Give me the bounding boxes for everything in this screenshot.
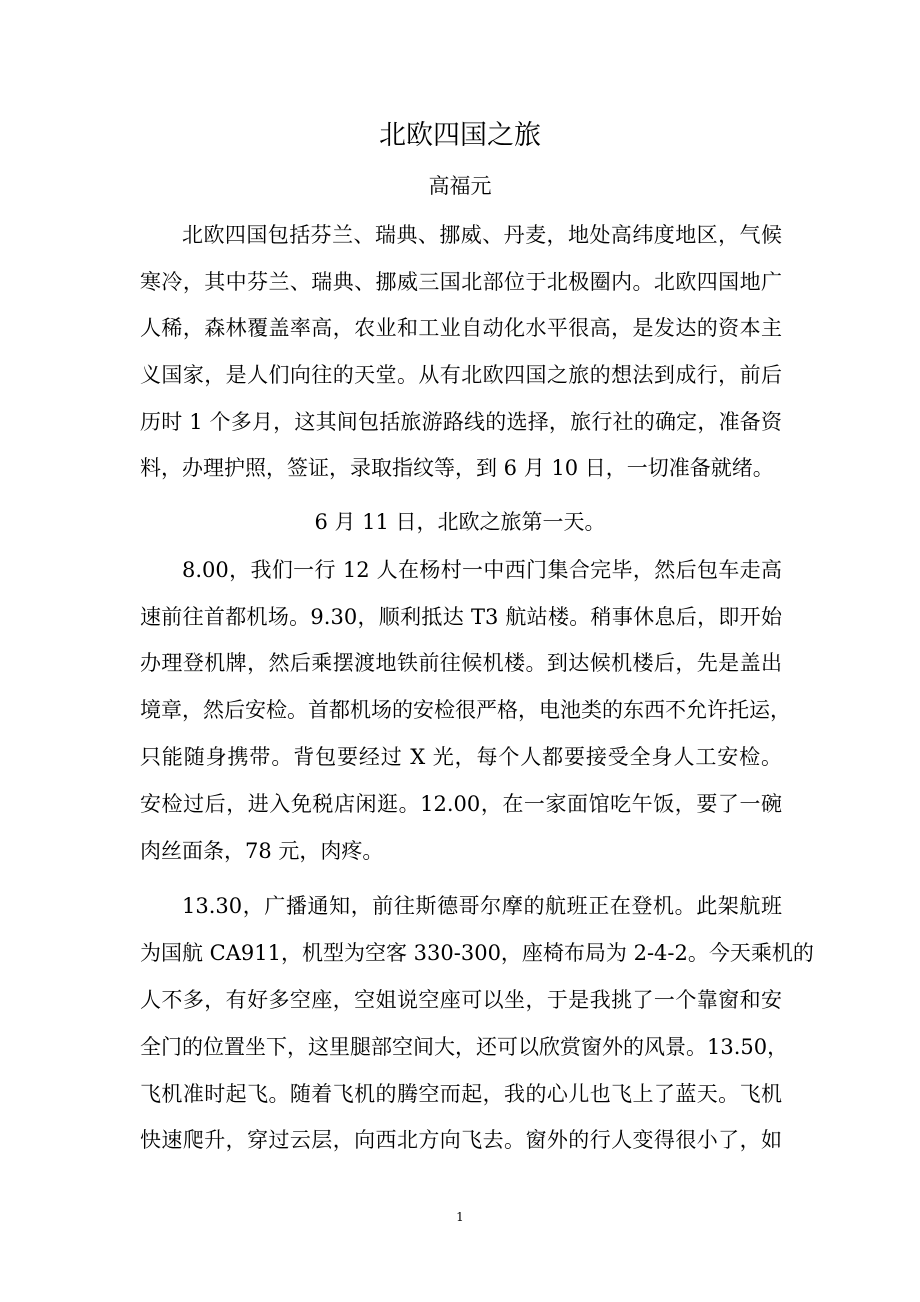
section-heading: 6 月 11 日，北欧之旅第一天。 bbox=[314, 510, 606, 534]
body-line: 全门的位置坐下，这里腿部空间大，还可以欣赏窗外的风景。13.50， bbox=[140, 1035, 789, 1059]
body-line: 办理登机牌，然后乘摆渡地铁前往候机楼。到达候机楼后，先是盖出 bbox=[140, 651, 782, 675]
body-line: 北欧四国包括芬兰、瑞典、挪威、丹麦，地处高纬度地区，气候 bbox=[182, 223, 782, 247]
body-line: 只能随身携带。背包要经过 X 光，每个人都要接受全身人工安检。 bbox=[140, 745, 782, 769]
body-line: 境章，然后安检。首都机场的安检很严格，电池类的东西不允许托运， bbox=[140, 698, 791, 722]
body-line: 肉丝面条，78 元，肉疼。 bbox=[140, 839, 384, 863]
body-line: 13.30，广播通知，前往斯德哥尔摩的航班正在登机。此架航班 bbox=[182, 894, 782, 918]
body-line: 人不多，有好多空座，空姐说空座可以坐，于是我挑了一个靠窗和安 bbox=[140, 988, 782, 1012]
body-line: 人稀，森林覆盖率高，农业和工业自动化水平很高，是发达的资本主 bbox=[140, 316, 782, 340]
body-line: 义国家，是人们向往的天堂。从有北欧四国之旅的想法到成行，前后 bbox=[140, 363, 782, 387]
document-title: 北欧四国之旅 bbox=[379, 120, 541, 151]
body-line: 历时 1 个多月，这其间包括旅游路线的选择，旅行社的确定，准备资 bbox=[140, 410, 782, 434]
body-line: 快速爬升，穿过云层，向西北方向飞去。窗外的行人变得很小了，如 bbox=[140, 1128, 782, 1152]
page-number: 1 bbox=[456, 1210, 464, 1224]
author-name: 高福元 bbox=[428, 174, 492, 198]
body-line: 安检过后，进入免税店闲逛。12.00，在一家面馆吃午饭，要了一碗 bbox=[140, 792, 782, 816]
body-line: 8.00，我们一行 12 人在杨村一中西门集合完毕，然后包车走高 bbox=[182, 558, 782, 582]
body-line: 为国航 CA911，机型为空客 330-300，座椅布局为 2-4-2。今天乘机的 bbox=[140, 941, 814, 965]
body-line: 寒冷，其中芬兰、瑞典、挪威三国北部位于北极圈内。北欧四国地广 bbox=[140, 270, 782, 294]
body-line: 料，办理护照，签证，录取指纹等，到 6 月 10 日，一切准备就绪。 bbox=[140, 456, 774, 480]
body-line: 速前往首都机场。9.30，顺利抵达 T3 航站楼。稍事休息后，即开始 bbox=[140, 605, 782, 629]
body-line: 飞机准时起飞。随着飞机的腾空而起，我的心儿也飞上了蓝天。飞机 bbox=[140, 1082, 782, 1106]
